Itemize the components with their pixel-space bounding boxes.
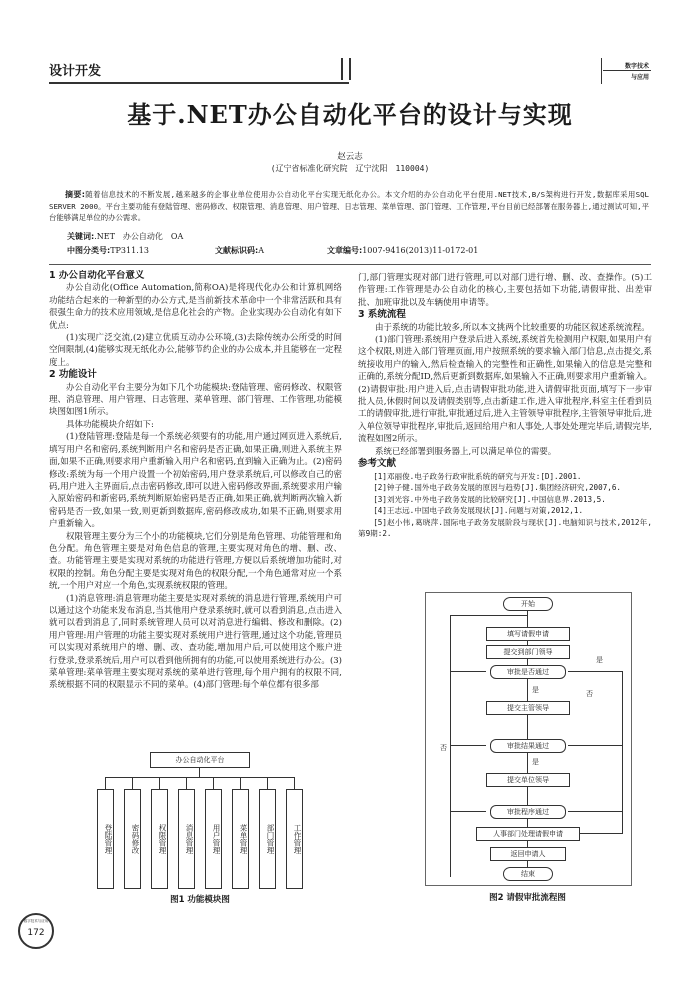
paragraph: (1)消息管理:消息管理功能主要是实现对系统的消息进行管理,系统用户可以通过这个功能来发布消息,当其他用户登录系统时,就可以看到消息,点击进入就可以看到消息了,同时系统管理人员可以对消息进行编辑、修改和删除。(2)用户管理:用户管理的功能主要实现对系统用户进行管理,通过这个功能,管理员可以实现对系统用户的增、删、改、查功能,增加用户后,可以使用这个账户进行登录,登录系统后,用户可以看到他所拥有的功能,可以使用系统进行办公。(3)菜单管理:菜单管理主要实现对系统的菜单进行管理,每个用户拥有的权限不同,系统根据不同的权限显示不同的菜单。(4)部门管理:每个单位都有很多部: [49, 593, 342, 691]
paragraph: 门,部门管理实现对部门进行管理,可以对部门进行增、删、改、查操作。(5)工作管理:工作管理是办公自动化的核心,主要包括如下功能,请假审批、出差审批、加班审批以及车辆使用申请等。: [358, 273, 652, 308]
flow-label-no: 否: [440, 744, 447, 752]
section-header: [49, 58, 651, 86]
module-work: 工作管理: [286, 789, 303, 889]
left-column: [49, 270, 342, 747]
right-column: [358, 272, 652, 590]
section-2-title: 2 功能设计: [49, 369, 97, 381]
figure-1: [80, 752, 320, 887]
figure-1-root: 办公自动化平台: [150, 752, 250, 768]
clc-number: TP311.13: [110, 246, 149, 255]
reference-item: [3]刘光容.中外电子政务发展的比较研究[J].中国信息界.2013,5.: [373, 494, 606, 504]
figure-2-caption: 图2 请假审批流程图: [489, 893, 566, 903]
flow-label-yes: 是: [532, 686, 539, 694]
flow-step-dept-leader: 提交到部门领导: [486, 645, 570, 659]
flow-label-no: 否: [586, 690, 593, 698]
page-badge: [18, 913, 54, 949]
module-permission: 权限管理: [151, 789, 168, 889]
paragraph: 系统已经部署到服务器上,可以满足单位的需要。: [375, 446, 557, 457]
header-divider-bars: [341, 58, 359, 80]
module-department: 部门管理: [259, 789, 276, 889]
doc-code: A: [258, 246, 264, 255]
module-user: 用户管理: [205, 789, 222, 889]
affiliation: (辽宁省标准化研究院 辽宁沈阳 110004): [270, 164, 430, 173]
paragraph: 权限管理主要分为三个小的功能模块,它们分别是角色管理、功能管理和角色分配。角色管理主要是对角色信息的管理,主要实现对角色的增、删、改、查。功能管理主要是实现对系统的功能进行管理,方便以后系统增加功能时,对权限的控制。角色分配主要是实现对角色的权限分配,一个角色通常对应一个系统,一个用户对应一个角色,实现系统权限的管理。: [49, 531, 342, 592]
section-label: 设计开发: [49, 64, 102, 79]
section-3-title: 3 系统流程: [358, 309, 406, 321]
flow-label-yes: 是: [596, 656, 603, 664]
reference-item: [5]赵小伟,葛晓萍.国际电子政务发展阶段与现状[J].电脑知识与技术,2012年,第9期:2.: [358, 517, 652, 538]
reference-item: [2]钟子健.国外电子政务发展的原因与趋势[J].集团经济研究,2007,6.: [373, 483, 621, 492]
figure-2: [425, 592, 632, 886]
references-title: 参考文献: [358, 458, 397, 470]
header-rule: [49, 82, 349, 84]
module-login: 登陆管理: [97, 789, 114, 889]
reference-item: [1]邓丽俊.电子政务行政审批系统的研究与开发:[D].2001.: [373, 471, 582, 481]
author: 赵云志: [337, 152, 363, 162]
paragraph: 具体功能模块介绍如下:: [66, 419, 154, 430]
article-number: 1007-9416(2013)11-0172-01: [362, 246, 479, 255]
flow-step-apply: 填写请假申请: [486, 627, 570, 641]
flow-step-supervisor: 提交主管领导: [486, 701, 570, 715]
page-number: 172: [27, 928, 45, 938]
classification-line: 中图分类号:TP311.13 文献标识码:A 文章编号:1007-9416(2013)11-0172-01: [67, 246, 479, 255]
flow-step-return: 返回申请人: [490, 847, 566, 861]
flow-end: 结束: [503, 867, 553, 881]
flow-decision-3: 审批程序通过: [490, 805, 566, 819]
flow-decision-1: 审批是否通过: [490, 665, 566, 679]
paragraph: 办公自动化平台主要分为如下几个功能模块:登陆管理、密码修改、权限管理、消息管理、用户管理、日志管理、菜单管理、部门管理、工作管理,功能模块图如图1所示。: [49, 382, 342, 418]
paragraph: (1)实现广泛交流,(2)建立优质互动办公环境,(3)去除传统办公所受的时间空间限制,(4)能够实现无纸化办公,能够节约企业的办公成本,并且能够在一定程度上。: [49, 333, 342, 368]
reference-item: [4]王志远.中国电子政务发展现状[J].问题与对策,2012,1.: [373, 506, 584, 515]
abstract-block: [49, 189, 649, 224]
abstract-label: 摘要:: [65, 190, 85, 199]
paragraph: (1)登陆管理:登陆是每一个系统必须要有的功能,用户通过网页进入系统后,填写用户名和密码,系统判断用户名和密码是否正确,如果正确,则进入系统主界面,如果不正确,则要求用户重新输入用户名和密码,直到输入正确为止。(2)密码修改:系统为每一个用户设置一个初始密码,用户登录系统后,可以修改自己的密码,用户进入主界面后,点击密码修改,即可以进入密码修改界面,系统要求用户输入原始密码和新密码,系统判断原始密码是否正确,如果正确,就判断两次输入新密码是否一致,如果一致,则更新到数据库,密码修改成功,如果不正确,则要求用户重新输入。: [49, 432, 342, 530]
paragraph: 由于系统的功能比较多,所以本文挑两个比较重要的功能区叙述系统流程。: [375, 322, 650, 333]
flow-label-yes: 是: [532, 758, 539, 766]
journal-logo: 数字技术 与应用: [601, 58, 651, 84]
module-menu: 菜单管理: [232, 789, 249, 889]
module-message: 消息管理: [178, 789, 195, 889]
flow-step-unit-leader: 提交单位领导: [486, 773, 570, 787]
abstract-rule: [49, 264, 651, 265]
flow-start: 开始: [503, 597, 553, 611]
figure-1-caption: 图1 功能模块图: [170, 895, 230, 905]
flow-step-hr: 人事部门处理请假申请: [476, 827, 580, 841]
section-1-title: 1 办公自动化平台意义: [49, 270, 145, 281]
flow-decision-2: 审批结果通过: [490, 739, 566, 753]
module-password: 密码修改: [124, 789, 141, 889]
paragraph: (1)部门管理:系统用户登录后进入系统,系统首先检测用户权限,如果用户有这个权限,则进入部门管理页面,用户按照系统的要求输入部门信息,点击提交,系统接收用户的输入,然后检查输入的完整性和正确性,如果输入的信息是完整和正确的,系统分配ID,然后更新到数据库,如果输入不正确,则要求用户重新输入。(2)请假审批:用户进入后,点击请假审批功能,进入请假审批页面,填写下一步审批人员,休假时间以及请假类别等,点击新建工作,进入审批程序,科室主任看到员工的请假审批,进行审批,审批通过后,进入主管领导审批程序,主管领导审批后,进入单位领导审批程序,审批后,返回给用户和人事处,人事处处理完毕后,请假完毕,流程如图2所示。: [358, 335, 652, 445]
keywords-line: 关键词:.NET 办公自动化 OA: [67, 232, 184, 241]
abstract-text: 随着信息技术的不断发展,越来越多的企事业单位使用办公自动化平台实现无纸化办公。本文介绍的办公自动化平台使用.NET技术,B/S架构进行开发,数据库采用SQL SERVER 2000。平台主要功能有登陆管理、密码修改、权限管理、消息管理、用户管理、日志管理、菜单管理、部门管理、工作管理,平台目前已经部署在服务器上,通过测试可知,平台能够满足单位的办公需求。: [49, 190, 649, 222]
paragraph: 办公自动化(Office Automation,简称OA)是将现代化办公和计算机网络功能结合起来的一种新型的办公方式,是当前新技术革命中一个非常活跃和具有很强生命力的技术应用领域,是信息化社会的产物。企业实现办公自动化有如下优点:: [49, 283, 342, 331]
badge-text: 数字技术与应用: [23, 919, 49, 923]
paper-title: 基于.NET办公自动化平台的设计与实现: [127, 100, 573, 129]
keywords: .NET 办公自动化 OA: [94, 232, 184, 241]
